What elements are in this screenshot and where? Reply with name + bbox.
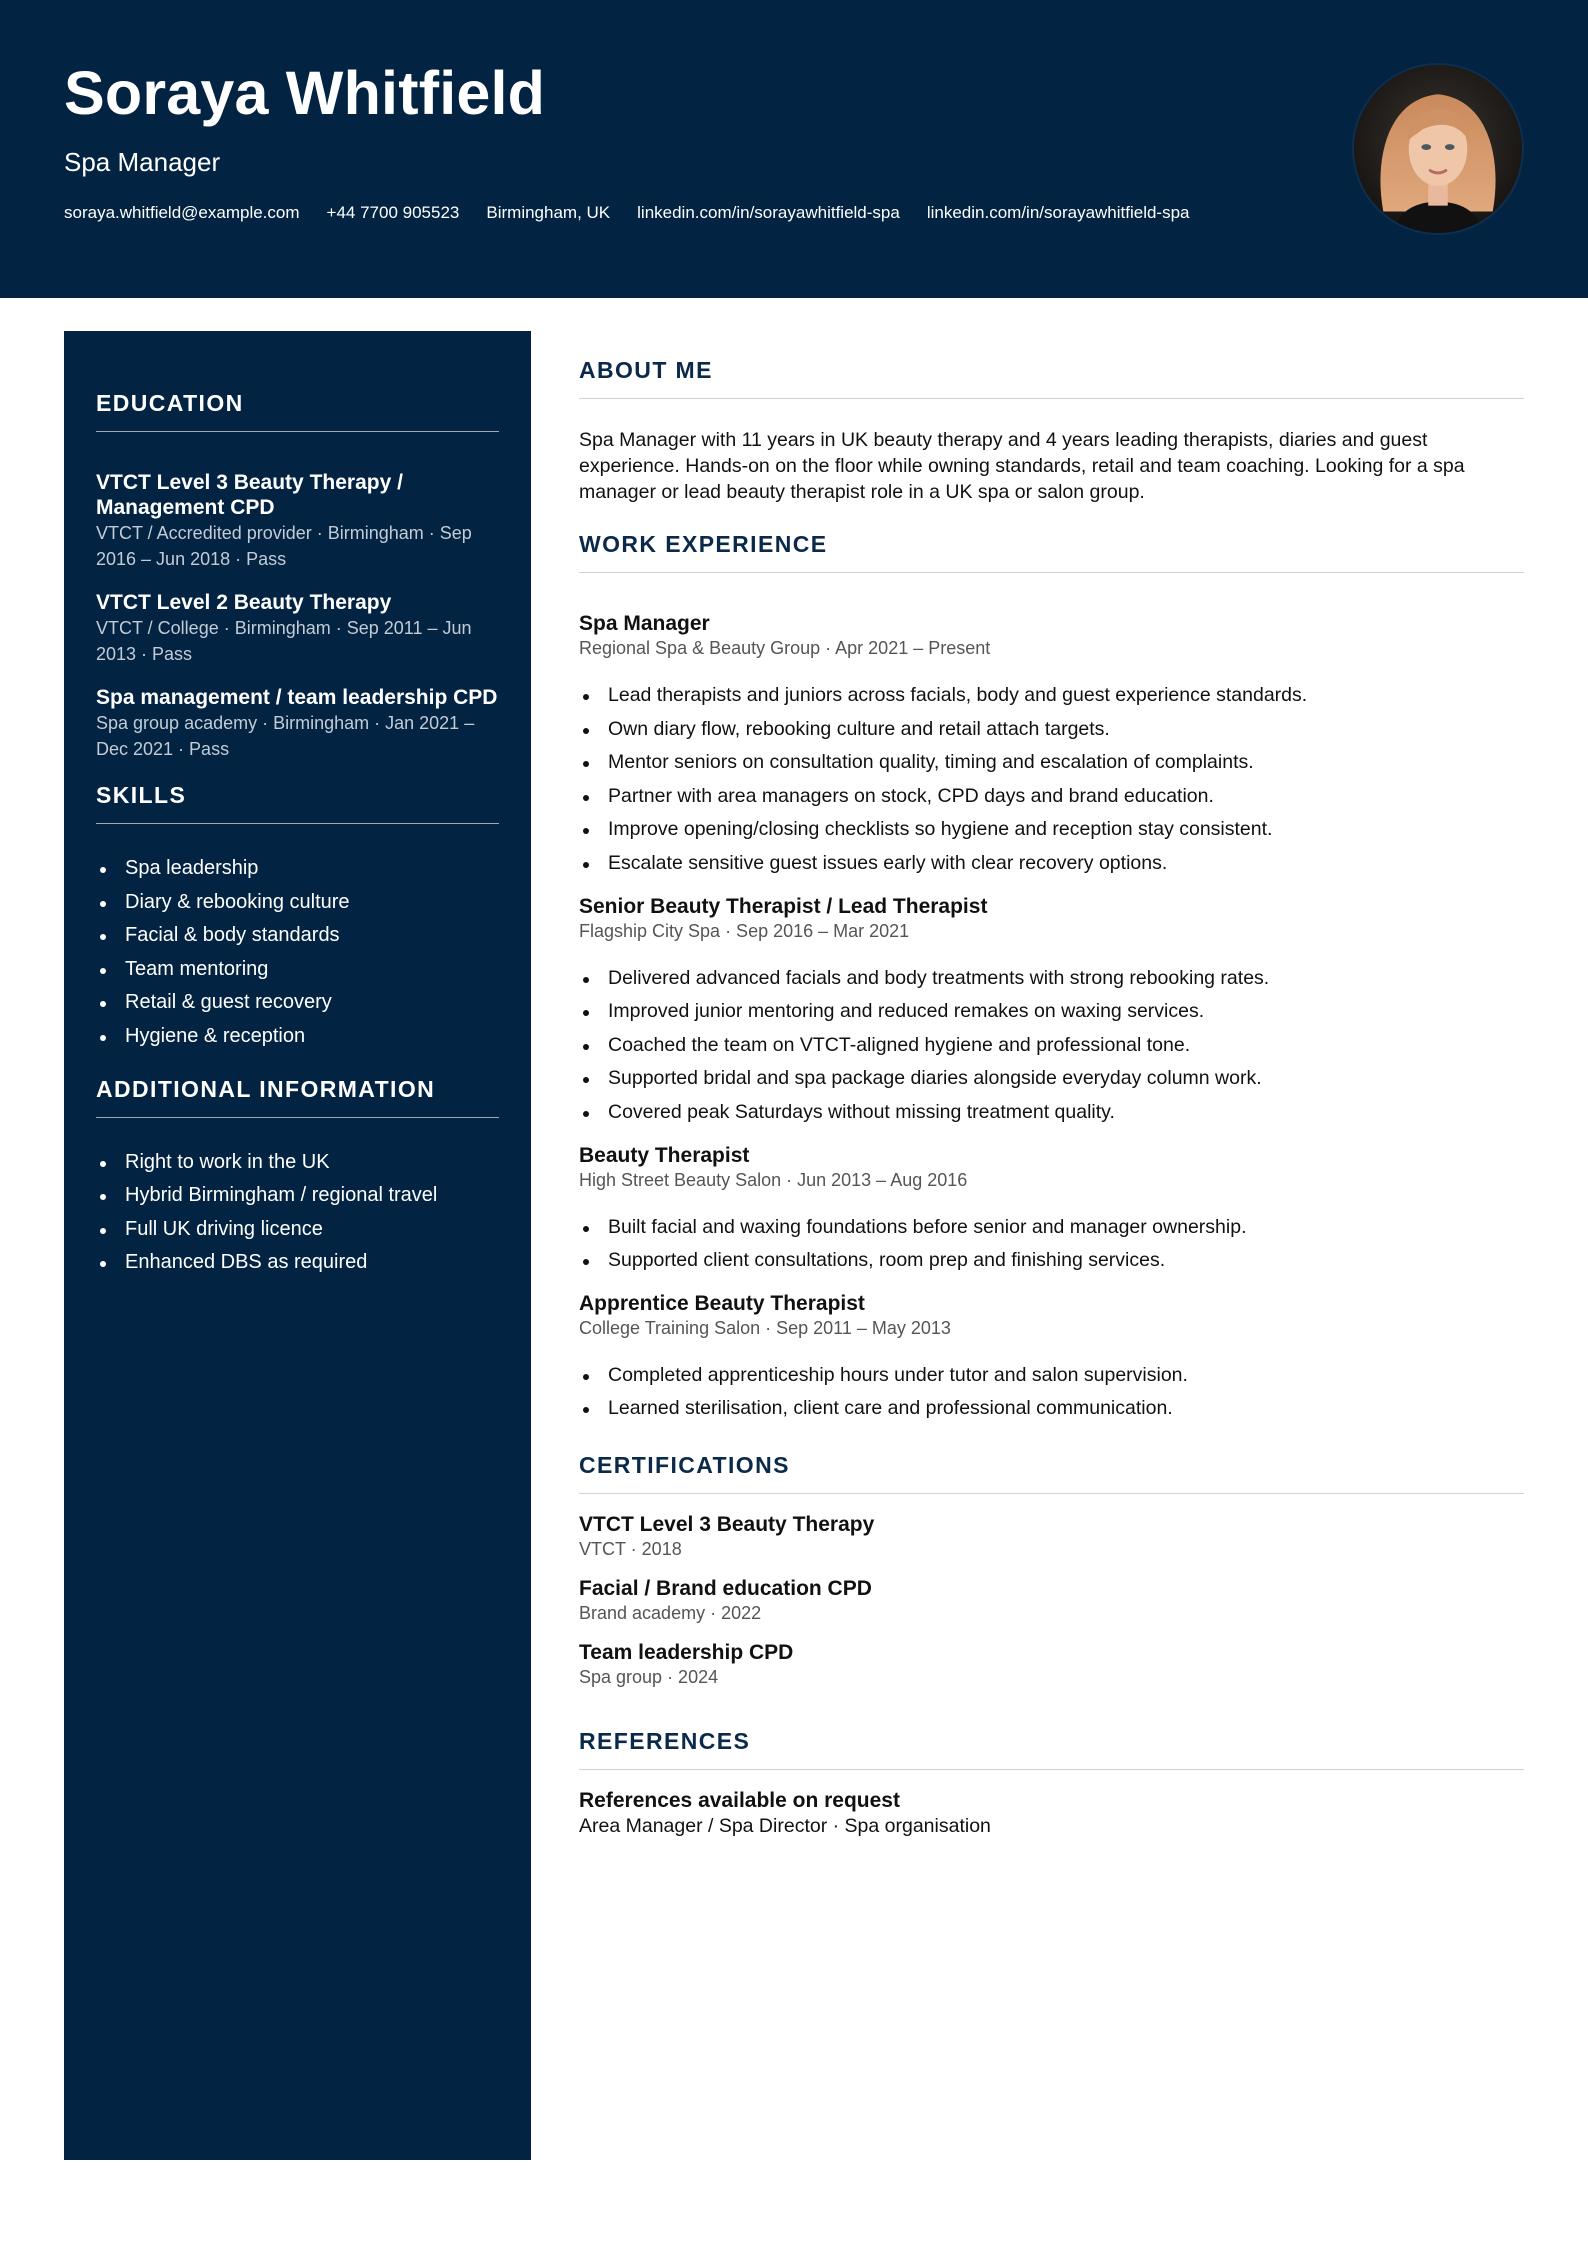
reference-item [579,1788,1524,1839]
skill-item: Facial & body standards [96,919,499,953]
job-entry [579,894,1524,1130]
education-title: VTCT Level 3 Beauty Therapy / Management CPD [96,471,403,519]
certification-item [579,1640,1524,1689]
job-bullet: Delivered advanced facials and body treatments with strong rebooking rates. [579,962,1524,996]
contact-phone[interactable]: +44 7700 905523 [326,203,460,222]
contact-location: Birmingham, UK [486,203,611,222]
skill-item: Team mentoring [96,953,499,987]
job-meta: High Street Beauty Salon · Jun 2013 – Aug 2016 [579,1169,968,1190]
education-meta: Spa group academy · Birmingham · Jan 2021 – Dec 2021 · Pass [96,713,475,759]
additional-info-item: Right to work in the UK [96,1146,499,1180]
education-item [96,685,499,762]
job-bullet: Coached the team on VTCT-aligned hygiene and professional tone. [579,1029,1524,1063]
skill-item: Retail & guest recovery [96,986,499,1020]
reference-title: References available on request [579,1788,900,1812]
certifications-section [579,1450,1524,1689]
skills-section [96,780,499,1054]
certifications-heading: CERTIFICATIONS [579,1450,1524,1494]
sidebar [64,331,531,2160]
contact-email[interactable]: soraya.whitfield@example.com [64,203,300,222]
job-bullet: Supported client consultations, room prep and finishing services. [579,1244,1524,1278]
certification-item [579,1576,1524,1625]
experience-heading: WORK EXPERIENCE [579,529,1524,573]
job-title: Beauty Therapist [579,1143,750,1167]
job-bullet: Lead therapists and juniors across facials, body and guest experience standards. [579,679,1524,713]
job-entry [579,611,1524,881]
certification-item [579,1512,1524,1561]
job-bullet: Supported bridal and spa package diaries alongside everyday column work. [579,1062,1524,1096]
job-bullet: Covered peak Saturdays without missing treatment quality. [579,1096,1524,1130]
job-meta: Flagship City Spa · Sep 2016 – Mar 2021 [579,920,910,941]
candidate-name: Soraya Whitfield [64,59,546,127]
candidate-role: Spa Manager [64,147,221,177]
main-content [579,331,1524,1839]
skill-item: Diary & rebooking culture [96,886,499,920]
certification-meta: Brand academy · 2022 [579,1602,762,1623]
job-bullet: Learned sterilisation, client care and professional communication. [579,1392,1524,1426]
contact-linkedin-secondary[interactable]: linkedin.com/in/sorayawhitfield-spa [926,203,1190,222]
additional-info-item: Hybrid Birmingham / regional travel [96,1179,499,1213]
additional-info-heading: ADDITIONAL INFORMATION [96,1074,499,1118]
job-entry [579,1143,1524,1278]
additional-info-item: Enhanced DBS as required [96,1246,499,1280]
education-item [96,590,499,667]
job-title: Apprentice Beauty Therapist [579,1291,865,1315]
about-section [579,355,1524,505]
about-heading: ABOUT ME [579,355,1524,399]
job-bullet: Partner with area managers on stock, CPD days and brand education. [579,780,1524,814]
job-bullet: Built facial and waxing foundations before senior and manager ownership. [579,1211,1524,1245]
contact-row [64,202,1190,224]
profile-photo [1352,63,1524,235]
certification-title: VTCT Level 3 Beauty Therapy [579,1512,875,1536]
job-entry [579,1291,1524,1426]
certification-title: Team leadership CPD [579,1640,794,1664]
job-title: Senior Beauty Therapist / Lead Therapist [579,894,988,918]
job-meta: Regional Spa & Beauty Group · Apr 2021 – Present [579,638,991,658]
education-meta: VTCT / Accredited provider · Birmingham · Sep 2016 – Jun 2018 · Pass [96,523,472,569]
education-meta: VTCT / College · Birmingham · Sep 2011 – Jun 2013 · Pass [96,618,472,664]
skill-item: Spa leadership [96,852,499,886]
job-bullet: Completed apprenticeship hours under tutor and salon supervision. [579,1359,1524,1393]
job-bullet: Improved junior mentoring and reduced remakes on waxing services. [579,995,1524,1029]
job-bullet: Improve opening/closing checklists so hygiene and reception stay consistent. [579,813,1524,847]
job-bullet: Mentor seniors on consultation quality, timing and escalation of complaints. [579,746,1524,780]
additional-info-section [96,1074,499,1280]
education-item [96,470,499,572]
skills-heading: SKILLS [96,780,499,824]
resume-header [0,0,1588,298]
education-title: VTCT Level 2 Beauty Therapy [96,591,392,614]
job-title: Spa Manager [579,612,710,635]
references-section [579,1726,1524,1839]
references-heading: REFERENCES [579,1726,1524,1770]
certification-meta: VTCT · 2018 [579,1538,682,1559]
contact-linkedin[interactable]: linkedin.com/in/sorayawhitfield-spa [637,203,900,222]
education-title: Spa management / team leadership CPD [96,686,498,709]
additional-info-item: Full UK driving licence [96,1213,499,1247]
about-text: Spa Manager with 11 years in UK beauty therapy and 4 years leading therapists, diaries and guest experience. Hands-on on the floor while owning standards, retail and team coaching. Looking for a spa manager or lead beauty therapist role in a UK spa or salon group. [579,429,1465,503]
education-heading: EDUCATION [96,388,499,432]
certification-title: Facial / Brand education CPD [579,1576,872,1600]
job-bullet: Escalate sensitive guest issues early with clear recovery options. [579,847,1524,881]
reference-meta: Area Manager / Spa Director · Spa organisation [579,1814,991,1837]
certification-meta: Spa group · 2024 [579,1666,719,1687]
education-section [96,388,499,762]
skill-item: Hygiene & reception [96,1020,499,1054]
job-meta: College Training Salon · Sep 2011 – May 2013 [579,1317,951,1338]
job-bullet: Own diary flow, rebooking culture and retail attach targets. [579,713,1524,747]
experience-section [579,529,1524,1426]
